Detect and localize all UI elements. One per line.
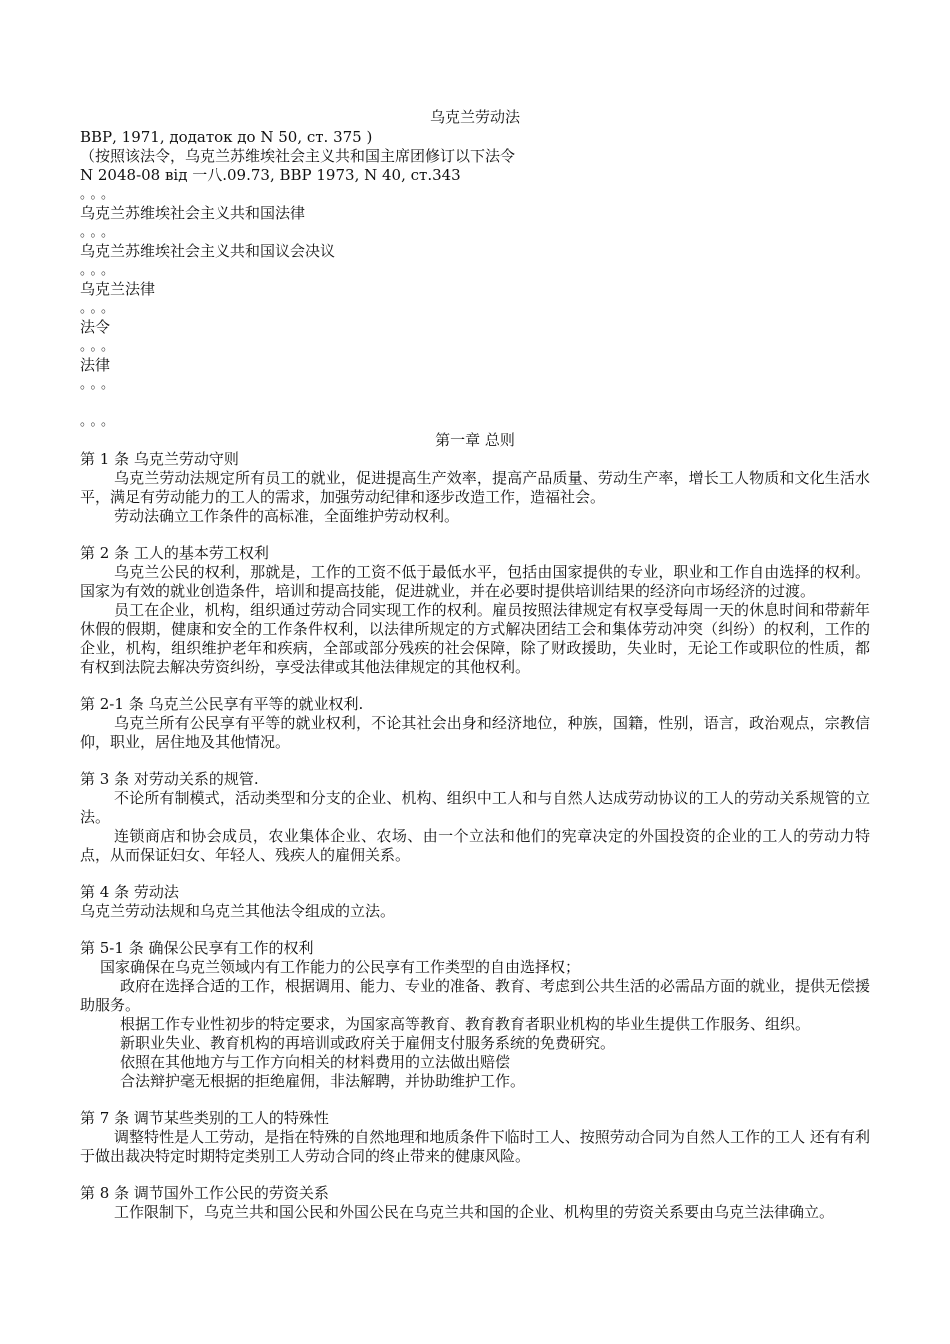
article-paragraph: 国家确保在乌克兰领域内有工作能力的公民享有工作类型的自由选择权；: [100, 958, 581, 976]
spacer: [80, 394, 870, 412]
ellipsis-marker: 。。。: [80, 187, 119, 202]
list-item: 法律: [80, 356, 111, 374]
header-line: N 2048-08 від 一八.09.73, ВВР 1973, N 40, ст.343: [80, 166, 461, 184]
header-line: （按照该法令，乌克兰苏维埃社会主义共和国主席团修订以下法令: [80, 147, 516, 165]
document-page: [80, 108, 870, 1222]
article-paragraph: 员工在企业，机构，组织通过劳动合同实现工作的权利。雇员按照法律规定有权享受每周一天的休息时间和带薪年休假的假期，健康和安全的工作条件权利，以法律所规定的方式解决团结工会和集体劳动冲突（纠纷）的权利，工作的企业，机构，组织维护老年和疾病，全部或部分残疾的社会保障，除了财政援助，失业时，无论工作或职位的性质，都有权到法院去解决劳资纠纷，享受法律或其他法律规定的其他权利。: [80, 601, 870, 676]
header-line: ВВР, 1971, додаток до N 50, ст. 375 ): [80, 128, 373, 146]
ellipsis-marker: 。。。: [80, 301, 119, 316]
article-paragraph: 新职业失业、教育机构的再培训或政府关于雇佣支付服务系统的免费研究。: [120, 1034, 616, 1052]
article-paragraph: 根据工作专业性初步的特定要求，为国家高等教育、教育教育者职业机构的毕业生提供工作服务、组织。: [120, 1015, 811, 1033]
article-paragraph: 依照在其他地方与工作方向相关的材料费用的立法做出赔偿: [120, 1053, 511, 1071]
spacer: [80, 526, 870, 544]
spacer: [80, 1091, 870, 1109]
article-paragraph: 乌克兰公民的权利，那就是，工作的工资不低于最低水平，包括由国家提供的专业，职业和工作自由选择的权利。国家为有效的就业创造条件，培训和提高技能，促进就业，并在必要时提供培训结果的经济向市场经济的过渡。: [80, 563, 870, 600]
ellipsis-marker: 。。。: [80, 263, 119, 278]
article-paragraph: 工作限制下，乌克兰共和国公民和外国公民在乌克兰共和国的企业、机构里的劳资关系要由乌克兰法律确立。: [114, 1203, 835, 1221]
document-title: 乌克兰劳动法: [429, 108, 520, 126]
article-heading: 第 2 条 工人的基本劳工权利: [80, 544, 269, 562]
ellipsis-marker: 。。。: [80, 414, 119, 429]
article-heading: 第 2-1 条 乌克兰公民享有平等的就业权利.: [80, 695, 364, 713]
article-paragraph: 乌克兰劳动法规和乌克兰其他法令组成的立法。: [80, 902, 396, 920]
list-item: 乌克兰苏维埃社会主义共和国议会决议: [80, 242, 336, 260]
article-paragraph: 政府在选择合适的工作，根据调用、能力、专业的准备、教育、考虑到公共生活的必需品方面的就业，提供无偿援助服务。: [80, 977, 871, 1014]
article-heading: 第 4 条 劳动法: [80, 883, 179, 901]
article-paragraph: 乌克兰所有公民享有平等的就业权利，不论其社会出身和经济地位，种族，国籍，性别，语言，政治观点，宗教信仰，职业，居住地及其他情况。: [80, 714, 870, 751]
article-heading: 第 1 条 乌克兰劳动守则: [80, 450, 239, 468]
article-paragraph: 连锁商店和协会成员，农业集体企业、农场、由一个立法和他们的宪章决定的外国投资的企业的工人的劳动力特点，从而保证妇女、年轻人、残疾人的雇佣关系。: [80, 827, 870, 864]
ellipsis-marker: 。。。: [80, 339, 119, 354]
article-heading: 第 7 条 调节某些类别的工人的特殊性: [80, 1109, 329, 1127]
list-item: 法令: [80, 318, 111, 336]
spacer: [80, 752, 870, 770]
list-item: 乌克兰苏维埃社会主义共和国法律: [80, 204, 306, 222]
ellipsis-marker: 。。。: [80, 225, 119, 240]
article-paragraph: 不论所有制模式，活动类型和分支的企业、机构、组织中工人和与自然人达成劳动协议的工人的劳动关系规管的立法。: [80, 789, 870, 826]
article-paragraph: 劳动法确立工作条件的高标准，全面维护劳动权利。: [114, 507, 460, 525]
spacer: [80, 921, 870, 939]
article-paragraph: 合法辩护毫无根据的拒绝雇佣，非法解聘，并协助维护工作。: [120, 1072, 526, 1090]
chapter-heading: 第一章 总则: [435, 431, 515, 449]
article-heading: 第 3 条 对劳动关系的规管.: [80, 770, 259, 788]
article-paragraph: 乌克兰劳动法规定所有员工的就业，促进提高生产效率，提高产品质量、劳动生产率，增长工人物质和文化生活水平，满足有劳动能力的工人的需求，加强劳动纪律和逐步改造工作，造福社会。: [80, 469, 870, 506]
article-heading: 第 5-1 条 确保公民享有工作的权利: [80, 939, 314, 957]
article-heading: 第 8 条 调节国外工作公民的劳资关系: [80, 1184, 329, 1202]
spacer: [80, 1166, 870, 1184]
spacer: [80, 865, 870, 883]
ellipsis-marker: 。。。: [80, 377, 119, 392]
list-item: 乌克兰法律: [80, 280, 156, 298]
article-paragraph: 调整特性是人工劳动，是指在特殊的自然地理和地质条件下临时工人、按照劳动合同为自然人工作的工人 还有有利于做出裁决特定时期特定类别工人劳动合同的终止带来的健康风险。: [80, 1128, 870, 1165]
spacer: [80, 677, 870, 695]
